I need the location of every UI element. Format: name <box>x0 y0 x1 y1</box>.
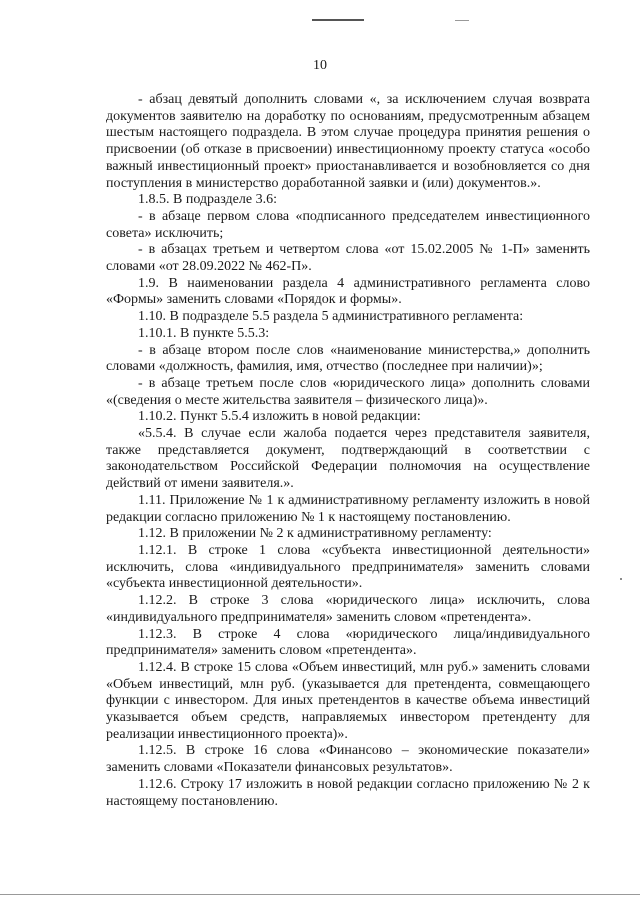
paragraph-1-12-2: 1.12.2. В строке 3 слова «юридического лица» исключить, слова «индивидуального предпринимателя» заменить словом «претендента». <box>106 593 590 625</box>
scan-artifact-mark <box>312 19 364 21</box>
paragraph-1-10-2: 1.10.2. Пункт 5.5.4 изложить в новой редакции: <box>138 409 421 425</box>
paragraph-1-12-6: 1.12.6. Строку 17 изложить в новой редакции согласно приложению № 2 к настоящему постановлению. <box>106 776 590 809</box>
scan-bottom-edge <box>0 894 640 895</box>
page-number: 10 <box>313 58 327 73</box>
paragraph-abzac-pervyi: - в абзаце первом слова «подписанного председателем инвестиционного совета» исключить; <box>106 208 590 241</box>
paragraph-abzac-tretii: - в абзаце третьем после слов «юридического лица» дополнить словами «(сведения о месте жительства заявителя – физического лица)». <box>106 375 590 408</box>
paragraph-1-8-5: 1.8.5. В подразделе 3.6: <box>138 192 277 208</box>
paragraph-1-12-1: 1.12.1. В строке 1 слова «субъекта инвестиционной деятельности» исключить, слова «индивидуального предпринимателя» заменить словами «субъекта инвестиционной деятельности». <box>106 542 590 592</box>
paragraph-abzac-deviatyi: - абзац девятый дополнить словами «, за исключением случая возврата документов заявителю на доработку по основаниям, предусмотренным абзацем шестым настоящего подраздела. В этом случае процедура принятия решения о присвоении (об отказе в присвоении) инвестиционному проекту статуса «особо важный инвестиционный проект» приостанавливается и возобновляется со дня поступления в министерство доработанной заявки и (или) документов.». <box>106 92 590 191</box>
paragraph-1-10: 1.10. В подразделе 5.5 раздела 5 административного регламента: <box>138 309 524 325</box>
scan-artifact-mark <box>455 20 469 21</box>
paragraph-1-12-4: 1.12.4. В строке 15 слова «Объем инвестиций, млн руб.» заменить словами «Объем инвестиций, млн руб. (указывается для претендента, совмещающего функции с инвестором. Для иных претендентов в качестве объема инвестиций указывается объем средств, направляемых инвестором претенденту для реализации инвестиционного проекта)». <box>106 659 590 742</box>
paragraph-1-10-1: 1.10.1. В пункте 5.5.3: <box>138 325 270 341</box>
paragraph-abzac-vtoroi: - в абзаце втором после слов «наименование министерства,» дополнить словами «должность, фамилия, имя, отчество (последнее при наличии)»; <box>106 342 590 375</box>
paragraph-1-9: 1.9. В наименовании раздела 4 административного регламента слово «Формы» заменить словами «Порядок и формы». <box>106 275 590 308</box>
paragraph-abzacy-tretii-chetvertyi: - в абзацах третьем и четвертом слова «от 15.02.2005 № 1-П» заменить словами «от 28.09.2022 № 462-П». <box>106 242 590 275</box>
paragraph-5-5-4: «5.5.4. В случае если жалоба подается через представителя заявителя, также представляется документ, подтверждающий в соответствии с законодательством Российской Федерации полномочия на осуществление действий от имени заявителя.». <box>106 426 590 492</box>
paragraph-1-12-5: 1.12.5. В строке 16 слова «Финансово – экономические показатели» заменить словами «Показатели финансовых результатов». <box>106 743 590 776</box>
document-body <box>106 92 590 810</box>
paragraph-1-11: 1.11. Приложение № 1 к административному регламенту изложить в новой редакции согласно приложению № 1 к настоящему постановлению. <box>106 492 590 525</box>
paragraph-1-12: 1.12. В приложении № 2 к административному регламенту: <box>138 526 492 542</box>
paragraph-1-12-3: 1.12.3. В строке 4 слова «юридического лица/индивидуального предпринимателя» заменить словом «претендента». <box>106 626 590 659</box>
scan-speck <box>620 578 622 580</box>
